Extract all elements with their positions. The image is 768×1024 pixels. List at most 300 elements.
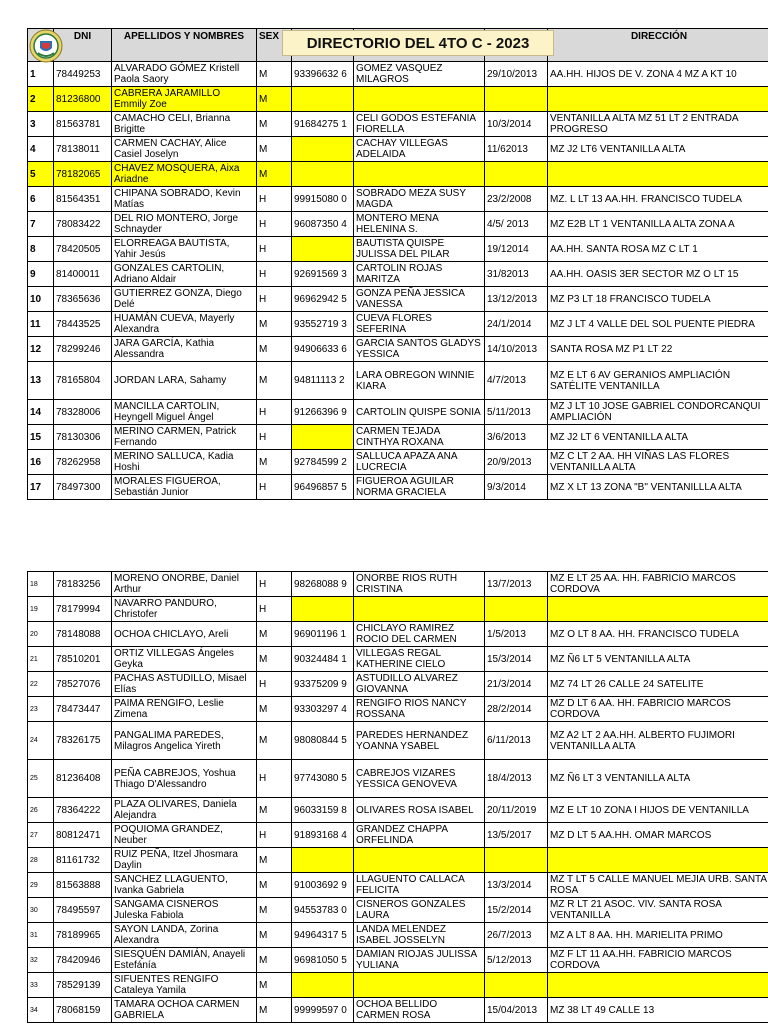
phone-cell: 93303297 4 xyxy=(292,697,354,722)
dni-cell: 81400011 xyxy=(54,262,112,287)
dni-cell: 78326175 xyxy=(54,722,112,760)
phone-cell: 94553783 0 xyxy=(292,898,354,923)
birthdate-cell: 13/12/2013 xyxy=(485,287,548,312)
name-cell: SIFUENTES RENGIFO Cataleya Yamila xyxy=(112,973,257,998)
address-cell: MZ. L LT 13 AA.HH. FRANCISCO TUDELA xyxy=(548,187,768,212)
birthdate-cell xyxy=(485,973,548,998)
guardian-cell: GONZA PEÑA JESSICA VANESSA xyxy=(354,287,485,312)
guardian-cell: MONTERO MENA HELENINA S. xyxy=(354,212,485,237)
address-cell: MZ R LT 21 ASOC. VIV. SANTA ROSA VENTANILLA xyxy=(548,898,768,923)
table-row xyxy=(28,425,768,450)
phone-cell: 90324484 1 xyxy=(292,647,354,672)
phone-cell: 96901196 1 xyxy=(292,622,354,647)
sex-cell: H xyxy=(257,400,292,425)
table-row xyxy=(28,923,768,948)
address-cell: MZ X LT 13 ZONA "B" VENTANILLLA ALTA xyxy=(548,475,768,500)
phone-cell xyxy=(292,87,354,112)
phone-cell: 91003692 9 xyxy=(292,873,354,898)
address-cell: MZ J LT 10 JOSE GABRIEL CONDORCANQUI AMPLIACIÓN xyxy=(548,400,768,425)
birthdate-cell: 3/6/2013 xyxy=(485,425,548,450)
guardian-cell: LANDA MELENDEZ ISABEL JOSSELYN xyxy=(354,923,485,948)
address-cell xyxy=(548,87,768,112)
table-row xyxy=(28,475,768,500)
dni-cell: 78328006 xyxy=(54,400,112,425)
address-cell: MZ A2 LT 2 AA.HH. ALBERTO FUJIMORI VENTANILLA ALTA xyxy=(548,722,768,760)
phone-cell: 99915080 0 xyxy=(292,187,354,212)
table-row xyxy=(28,87,768,112)
address-cell: MZ E LT 25 AA. HH. FABRICIO MARCOS CORDOVA xyxy=(548,572,768,597)
dni-cell: 80812471 xyxy=(54,823,112,848)
name-cell: MERINO SALLUCA, Kadia Hoshi xyxy=(112,450,257,475)
address-cell: MZ J2 LT6 VENTANILLA ALTA xyxy=(548,137,768,162)
sex-cell: M xyxy=(257,112,292,137)
table-row xyxy=(28,948,768,973)
phone-cell: 94906633 6 xyxy=(292,337,354,362)
name-cell: HUAMÁN CUEVA, Mayerly Alexandra xyxy=(112,312,257,337)
birthdate-cell: 15/2/2014 xyxy=(485,898,548,923)
guardian-cell: OLIVARES ROSA ISABEL xyxy=(354,798,485,823)
dni-cell: 78510201 xyxy=(54,647,112,672)
table-row xyxy=(28,798,768,823)
sex-cell: H xyxy=(257,760,292,798)
sex-cell: M xyxy=(257,162,292,187)
row-number: 26 xyxy=(28,798,54,823)
guardian-cell: CACHAY VILLEGAS ADELAIDA xyxy=(354,137,485,162)
row-number: 24 xyxy=(28,722,54,760)
sex-cell: H xyxy=(257,475,292,500)
sex-cell: M xyxy=(257,848,292,873)
table-row xyxy=(28,362,768,400)
address-cell: SANTA ROSA MZ P1 LT 22 xyxy=(548,337,768,362)
phone-cell xyxy=(292,973,354,998)
directory-table-page-1 xyxy=(27,28,768,500)
guardian-cell: VILLEGAS REGAL KATHERINE CIELO xyxy=(354,647,485,672)
dni-cell: 78138011 xyxy=(54,137,112,162)
table-row xyxy=(28,337,768,362)
phone-cell: 93375209 9 xyxy=(292,672,354,697)
dni-cell: 78529139 xyxy=(54,973,112,998)
table-body-1 xyxy=(28,62,768,500)
phone-cell: 92691569 3 xyxy=(292,262,354,287)
sex-cell: M xyxy=(257,697,292,722)
name-cell: MORENO ONORBE, Daniel Arthur xyxy=(112,572,257,597)
name-cell: PAIMA RENGIFO, Leslie Zimena xyxy=(112,697,257,722)
dni-cell: 78262958 xyxy=(54,450,112,475)
sex-cell: M xyxy=(257,998,292,1023)
dni-cell: 81563888 xyxy=(54,873,112,898)
row-number: 22 xyxy=(28,672,54,697)
row-number: 2 xyxy=(28,87,54,112)
name-cell: POQUIOMA GRANDEZ, Neuber xyxy=(112,823,257,848)
guardian-cell: LARA OBREGON WINNIE KIARA xyxy=(354,362,485,400)
sex-cell: M xyxy=(257,798,292,823)
phone-cell: 92784599 2 xyxy=(292,450,354,475)
dni-cell: 81563781 xyxy=(54,112,112,137)
phone-cell xyxy=(292,137,354,162)
dni-cell: 78179994 xyxy=(54,597,112,622)
row-number: 7 xyxy=(28,212,54,237)
birthdate-cell: 4/7/2013 xyxy=(485,362,548,400)
name-cell: RUIZ PEÑA, Itzel Jhosmara Daylin xyxy=(112,848,257,873)
table-row xyxy=(28,262,768,287)
dni-cell: 78495597 xyxy=(54,898,112,923)
birthdate-cell: 19/12014 xyxy=(485,237,548,262)
birthdate-cell: 24/1/2014 xyxy=(485,312,548,337)
row-number: 1 xyxy=(28,62,54,87)
name-cell: SANGAMA CISNEROS Juleska Fabiola xyxy=(112,898,257,923)
sex-cell: H xyxy=(257,212,292,237)
dni-cell: 78083422 xyxy=(54,212,112,237)
header-nombres: APELLIDOS Y NOMBRES xyxy=(112,29,257,62)
table-row xyxy=(28,697,768,722)
table-row xyxy=(28,998,768,1023)
guardian-cell xyxy=(354,973,485,998)
name-cell: MERINO CARMEN, Patrick Fernando xyxy=(112,425,257,450)
birthdate-cell: 29/10/2013 xyxy=(485,62,548,87)
birthdate-cell: 1/5/2013 xyxy=(485,622,548,647)
address-cell: MZ F LT 11 AA.HH. FABRICIO MARCOS CORDOVA xyxy=(548,948,768,973)
row-number: 32 xyxy=(28,948,54,973)
name-cell: ALVARADO GÓMEZ Kristell Paola Saory xyxy=(112,62,257,87)
dni-cell: 78182065 xyxy=(54,162,112,187)
row-number: 27 xyxy=(28,823,54,848)
sex-cell: H xyxy=(257,187,292,212)
dni-cell: 81236800 xyxy=(54,87,112,112)
row-number: 18 xyxy=(28,572,54,597)
address-cell: MZ J LT 4 VALLE DEL SOL PUENTE PIEDRA xyxy=(548,312,768,337)
name-cell: PANGALIMA PAREDES, Milagros Angelica Yireth xyxy=(112,722,257,760)
table-row xyxy=(28,722,768,760)
birthdate-cell: 4/5/ 2013 xyxy=(485,212,548,237)
school-logo-icon xyxy=(29,29,63,63)
birthdate-cell: 20/11/2019 xyxy=(485,798,548,823)
birthdate-cell: 26/7/2013 xyxy=(485,923,548,948)
table-row xyxy=(28,898,768,923)
table-row xyxy=(28,112,768,137)
birthdate-cell xyxy=(485,162,548,187)
table-row xyxy=(28,823,768,848)
name-cell: CAMACHO CELI, Brianna Brigitte xyxy=(112,112,257,137)
phone-cell: 98080844 5 xyxy=(292,722,354,760)
phone-cell: 98268088 9 xyxy=(292,572,354,597)
name-cell: CARMEN CACHAY, Alice Casiel Joselyn xyxy=(112,137,257,162)
table-row xyxy=(28,237,768,262)
row-number: 15 xyxy=(28,425,54,450)
name-cell: MANCILLA CARTOLIN, Heyngell Miguel Ángel xyxy=(112,400,257,425)
name-cell: ELORREAGA BAUTISTA, Yahir Jesús xyxy=(112,237,257,262)
phone-cell: 96962942 5 xyxy=(292,287,354,312)
phone-cell xyxy=(292,237,354,262)
address-cell: MZ E LT 6 AV GERANIOS AMPLIACIÓN SATÉLITE VENTANILLA xyxy=(548,362,768,400)
phone-cell xyxy=(292,848,354,873)
sex-cell: H xyxy=(257,262,292,287)
address-cell: MZ Ñ6 LT 3 VENTANILLA ALTA xyxy=(548,760,768,798)
birthdate-cell: 13/5/2017 xyxy=(485,823,548,848)
table-row xyxy=(28,450,768,475)
phone-cell: 96033159 8 xyxy=(292,798,354,823)
phone-cell: 94964317 5 xyxy=(292,923,354,948)
guardian-cell: SALLUCA APAZA ANA LUCRECIA xyxy=(354,450,485,475)
address-cell: MZ 74 LT 26 CALLE 24 SATELITE xyxy=(548,672,768,697)
dni-cell: 81236408 xyxy=(54,760,112,798)
address-cell xyxy=(548,597,768,622)
phone-cell: 96981050 5 xyxy=(292,948,354,973)
guardian-cell xyxy=(354,848,485,873)
sex-cell: M xyxy=(257,87,292,112)
table-row xyxy=(28,873,768,898)
table-row xyxy=(28,137,768,162)
name-cell: ORTIZ VILLEGAS Ángeles Geyka xyxy=(112,647,257,672)
address-cell: MZ P3 LT 18 FRANCISCO TUDELA xyxy=(548,287,768,312)
table-row xyxy=(28,400,768,425)
birthdate-cell xyxy=(485,597,548,622)
row-number: 28 xyxy=(28,848,54,873)
sex-cell: M xyxy=(257,450,292,475)
table-row xyxy=(28,572,768,597)
guardian-cell: ASTUDILLO ALVAREZ GIOVANNA xyxy=(354,672,485,697)
name-cell: GONZALES CARTOLIN, Adriano Aldair xyxy=(112,262,257,287)
name-cell: SIESQUÉN DAMIÁN, Anayeli Estefánía xyxy=(112,948,257,973)
birthdate-cell: 20/9/2013 xyxy=(485,450,548,475)
guardian-cell: SOBRADO MEZA SUSY MAGDA xyxy=(354,187,485,212)
birthdate-cell: 5/11/2013 xyxy=(485,400,548,425)
phone-cell xyxy=(292,597,354,622)
address-cell: MZ D LT 6 AA. HH. FABRICIO MARCOS CORDOVA xyxy=(548,697,768,722)
birthdate-cell: 23/2/2008 xyxy=(485,187,548,212)
guardian-cell: GARCIA SANTOS GLADYS YESSICA xyxy=(354,337,485,362)
name-cell: JARA GARCÍA, Kathia Alessandra xyxy=(112,337,257,362)
row-number: 23 xyxy=(28,697,54,722)
sex-cell: M xyxy=(257,948,292,973)
dni-cell: 78189965 xyxy=(54,923,112,948)
table-row xyxy=(28,287,768,312)
row-number: 31 xyxy=(28,923,54,948)
address-cell: MZ Ñ6 LT 5 VENTANILLA ALTA xyxy=(548,647,768,672)
row-number: 21 xyxy=(28,647,54,672)
row-number: 11 xyxy=(28,312,54,337)
sex-cell: M xyxy=(257,898,292,923)
row-number: 3 xyxy=(28,112,54,137)
table-row xyxy=(28,187,768,212)
dni-cell: 78473447 xyxy=(54,697,112,722)
guardian-cell: CARTOLIN QUISPE SONIA xyxy=(354,400,485,425)
phone-cell: 96496857 5 xyxy=(292,475,354,500)
row-number: 12 xyxy=(28,337,54,362)
table-row xyxy=(28,647,768,672)
address-cell: VENTANILLA ALTA MZ 51 LT 2 ENTRADA PROGRESO xyxy=(548,112,768,137)
birthdate-cell: 13/7/2013 xyxy=(485,572,548,597)
birthdate-cell: 5/12/2013 xyxy=(485,948,548,973)
address-cell: MZ T LT 5 CALLE MANUEL MEJIA URB. SANTA ROSA xyxy=(548,873,768,898)
table-row xyxy=(28,62,768,87)
dni-cell: 78420946 xyxy=(54,948,112,973)
birthdate-cell xyxy=(485,87,548,112)
sex-cell: M xyxy=(257,722,292,760)
row-number: 10 xyxy=(28,287,54,312)
guardian-cell xyxy=(354,162,485,187)
guardian-cell: DAMIAN RIOJAS JULISSA YULIANA xyxy=(354,948,485,973)
header-direccion: DIRECCIÓN xyxy=(548,29,768,62)
sex-cell: M xyxy=(257,923,292,948)
name-cell: CHIPANA SOBRADO, Kevin Matías xyxy=(112,187,257,212)
guardian-cell: CELI GODOS ESTEFANIA FIORELLA xyxy=(354,112,485,137)
table-row xyxy=(28,760,768,798)
address-cell xyxy=(548,162,768,187)
directory-title-banner: DIRECTORIO DEL 4TO C - 2023 xyxy=(282,30,554,56)
dni-cell: 78420505 xyxy=(54,237,112,262)
row-number: 17 xyxy=(28,475,54,500)
table-row xyxy=(28,597,768,622)
dni-cell: 78364222 xyxy=(54,798,112,823)
name-cell: GUTIERREZ GONZA, Diego Delé xyxy=(112,287,257,312)
birthdate-cell: 10/3/2014 xyxy=(485,112,548,137)
address-cell: MZ J2 LT 6 VENTANILLA ALTA xyxy=(548,425,768,450)
birthdate-cell: 15/3/2014 xyxy=(485,647,548,672)
address-cell: MZ C LT 2 AA. HH VIÑAS LAS FLORES VENTANILLA ALTA xyxy=(548,450,768,475)
guardian-cell: CARMEN TEJADA CINTHYA ROXANA xyxy=(354,425,485,450)
phone-cell: 93396632 6 xyxy=(292,62,354,87)
name-cell: SAYON LANDA, Zorina Alexandra xyxy=(112,923,257,948)
header-dni: DNI xyxy=(54,29,112,62)
dni-cell: 81161732 xyxy=(54,848,112,873)
guardian-cell: ONORBE RIOS RUTH CRISTINA xyxy=(354,572,485,597)
sex-cell: M xyxy=(257,973,292,998)
row-number: 14 xyxy=(28,400,54,425)
address-cell: AA.HH. OASIS 3ER SECTOR MZ O LT 15 xyxy=(548,262,768,287)
sex-cell: H xyxy=(257,823,292,848)
row-number: 30 xyxy=(28,898,54,923)
sex-cell: M xyxy=(257,312,292,337)
guardian-cell: LLAGUENTO CALLACA FELICITA xyxy=(354,873,485,898)
sex-cell: M xyxy=(257,873,292,898)
row-number: 4 xyxy=(28,137,54,162)
sex-cell: M xyxy=(257,647,292,672)
directory-table-page-2 xyxy=(27,571,768,1023)
phone-cell: 96087350 4 xyxy=(292,212,354,237)
address-cell: AA.HH. SANTA ROSA MZ C LT 1 xyxy=(548,237,768,262)
name-cell: SANCHEZ LLAGUENTO, Ivanka Gabriela xyxy=(112,873,257,898)
guardian-cell xyxy=(354,87,485,112)
address-cell xyxy=(548,973,768,998)
dni-cell: 81564351 xyxy=(54,187,112,212)
row-number: 29 xyxy=(28,873,54,898)
sex-cell: M xyxy=(257,622,292,647)
row-number: 8 xyxy=(28,237,54,262)
address-cell: MZ E LT 10 ZONA I HIJOS DE VENTANILLA xyxy=(548,798,768,823)
name-cell: CABRERA JARAMILLO Emmily Zoe xyxy=(112,87,257,112)
address-cell: MZ O LT 8 AA. HH. FRANCISCO TUDELA xyxy=(548,622,768,647)
table-row xyxy=(28,312,768,337)
birthdate-cell: 11/62013 xyxy=(485,137,548,162)
name-cell: DEL RIO MONTERO, Jorge Schnayder xyxy=(112,212,257,237)
birthdate-cell: 14/10/2013 xyxy=(485,337,548,362)
row-number: 16 xyxy=(28,450,54,475)
dni-cell: 78527076 xyxy=(54,672,112,697)
name-cell: JORDAN LARA, Sahamy xyxy=(112,362,257,400)
table-row xyxy=(28,622,768,647)
guardian-cell: CABREJOS VIZARES YESSICA GENOVEVA xyxy=(354,760,485,798)
dni-cell: 78165804 xyxy=(54,362,112,400)
guardian-cell: GRANDEZ CHAPPA ORFELINDA xyxy=(354,823,485,848)
birthdate-cell: 28/2/2014 xyxy=(485,697,548,722)
table-body-2 xyxy=(28,572,768,1023)
row-number: 5 xyxy=(28,162,54,187)
sex-cell: H xyxy=(257,597,292,622)
dni-cell: 78449253 xyxy=(54,62,112,87)
phone-cell xyxy=(292,162,354,187)
name-cell: PACHAS ASTUDILLO, Misael Elías xyxy=(112,672,257,697)
phone-cell: 91266396 9 xyxy=(292,400,354,425)
sex-cell: H xyxy=(257,672,292,697)
sex-cell: M xyxy=(257,337,292,362)
birthdate-cell: 6/11/2013 xyxy=(485,722,548,760)
birthdate-cell: 9/3/2014 xyxy=(485,475,548,500)
guardian-cell: CHICLAYO RAMIREZ ROCIO DEL CARMEN xyxy=(354,622,485,647)
guardian-cell: GOMEZ VASQUEZ MILAGROS xyxy=(354,62,485,87)
dni-cell: 78183256 xyxy=(54,572,112,597)
address-cell: MZ 38 LT 49 CALLE 13 xyxy=(548,998,768,1023)
row-number: 34 xyxy=(28,998,54,1023)
sex-cell: M xyxy=(257,362,292,400)
dni-cell: 78130306 xyxy=(54,425,112,450)
row-number: 6 xyxy=(28,187,54,212)
sex-cell: H xyxy=(257,572,292,597)
name-cell: NAVARRO PANDURO, Christofer xyxy=(112,597,257,622)
dni-cell: 78443525 xyxy=(54,312,112,337)
phone-cell: 91893168 4 xyxy=(292,823,354,848)
row-number: 9 xyxy=(28,262,54,287)
address-cell xyxy=(548,848,768,873)
phone-cell xyxy=(292,425,354,450)
table-row xyxy=(28,973,768,998)
address-cell: MZ A LT 8 AA. HH. MARIELITA PRIMO xyxy=(548,923,768,948)
birthdate-cell xyxy=(485,848,548,873)
name-cell: CHAVEZ MOSQUERA, Aixa Ariadne xyxy=(112,162,257,187)
guardian-cell xyxy=(354,597,485,622)
name-cell: PEÑA CABREJOS, Yoshua Thiago D'Alessandro xyxy=(112,760,257,798)
guardian-cell: OCHOA BELLIDO CARMEN ROSA xyxy=(354,998,485,1023)
address-cell: AA.HH. HIJOS DE V. ZONA 4 MZ A KT 10 xyxy=(548,62,768,87)
guardian-cell: CISNEROS GONZALES LAURA xyxy=(354,898,485,923)
phone-cell: 91684275 1 xyxy=(292,112,354,137)
dni-cell: 78068159 xyxy=(54,998,112,1023)
sex-cell: H xyxy=(257,287,292,312)
guardian-cell: CUEVA FLORES SEFERINA xyxy=(354,312,485,337)
dni-cell: 78148088 xyxy=(54,622,112,647)
row-number: 19 xyxy=(28,597,54,622)
row-number: 25 xyxy=(28,760,54,798)
birthdate-cell: 18/4/2013 xyxy=(485,760,548,798)
guardian-cell: CARTOLIN ROJAS MARITZA xyxy=(354,262,485,287)
name-cell: TAMARA OCHOA CARMEN GABRIELA xyxy=(112,998,257,1023)
name-cell: PLAZA OLIVARES, Daniela Alejandra xyxy=(112,798,257,823)
guardian-cell: PAREDES HERNANDEZ YOANNA YSABEL xyxy=(354,722,485,760)
address-cell: MZ D LT 5 AA.HH. OMAR MARCOS xyxy=(548,823,768,848)
dni-cell: 78365636 xyxy=(54,287,112,312)
guardian-cell: BAUTISTA QUISPE JULISSA DEL PILAR xyxy=(354,237,485,262)
birthdate-cell: 15/04/2013 xyxy=(485,998,548,1023)
address-cell: MZ E2B LT 1 VENTANILLA ALTA ZONA A xyxy=(548,212,768,237)
birthdate-cell: 31/82013 xyxy=(485,262,548,287)
guardian-cell: FIGUEROA AGUILAR NORMA GRACIELA xyxy=(354,475,485,500)
birthdate-cell: 21/3/2014 xyxy=(485,672,548,697)
dni-cell: 78497300 xyxy=(54,475,112,500)
phone-cell: 93552719 3 xyxy=(292,312,354,337)
sex-cell: H xyxy=(257,237,292,262)
name-cell: OCHOA CHICLAYO, Areli xyxy=(112,622,257,647)
table-row xyxy=(28,212,768,237)
row-number: 20 xyxy=(28,622,54,647)
